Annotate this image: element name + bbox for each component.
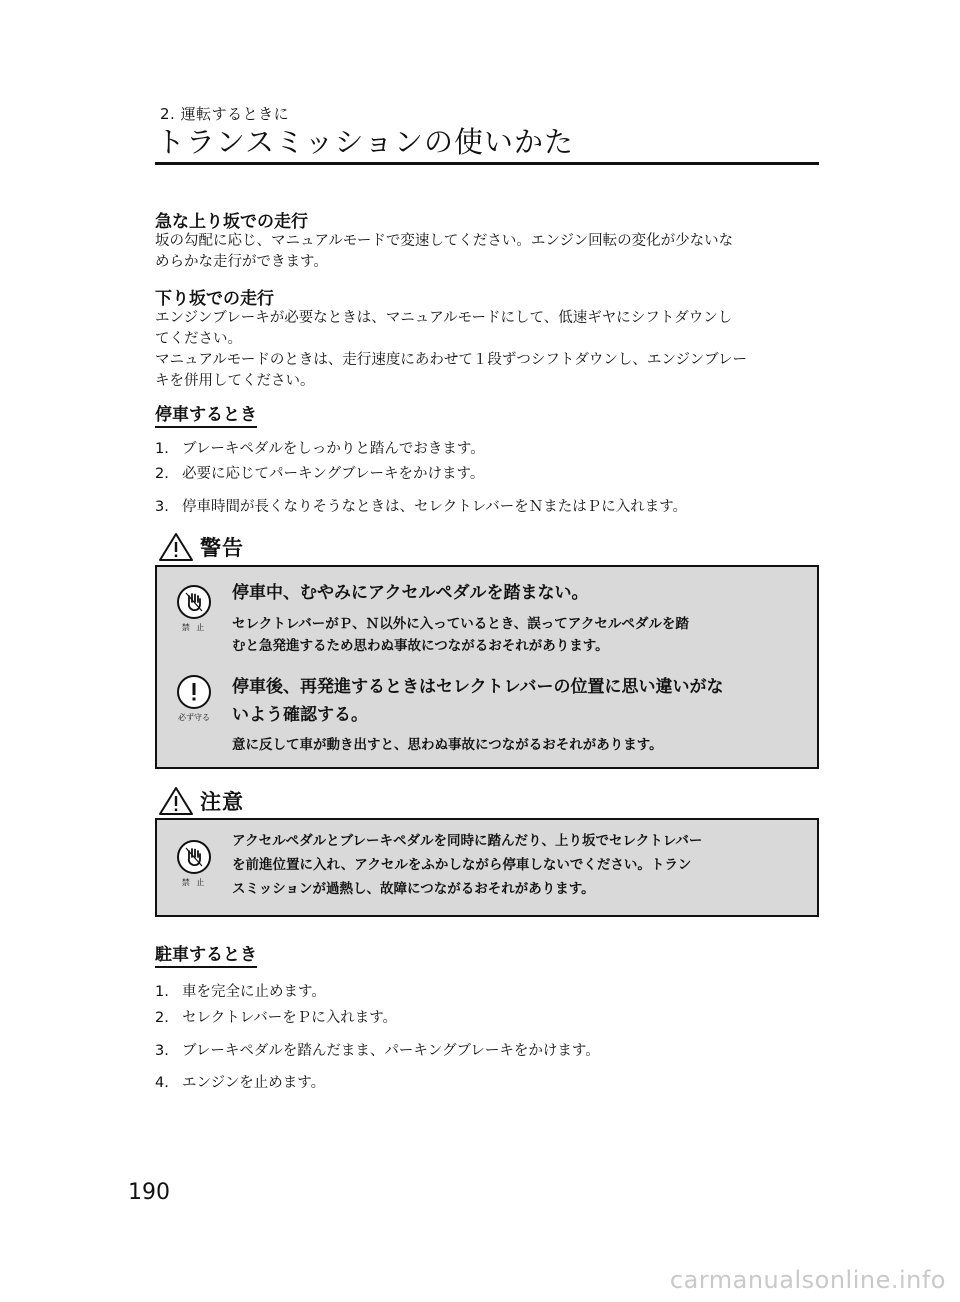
- warning-header: [158, 532, 244, 562]
- list-item: [155, 980, 326, 1001]
- text-line: 坂の勾配に応じ、マニュアルモードで変速してください。エンジン回転の変化が少ないな: [155, 233, 734, 249]
- list-number: 1.: [155, 441, 169, 457]
- text-line: アクセルペダルとブレーキペダルを同時に踏んだり、上り坂でセレクトレバー: [232, 833, 703, 849]
- list-number: 2.: [155, 1010, 169, 1026]
- section-label: 2. 運転するときに: [160, 105, 290, 123]
- list-item: [155, 495, 687, 516]
- text-line: 停車中、むやみにアクセルペダルを踏まない。: [232, 583, 589, 603]
- text-line: マニュアルモードのときは、走行速度にあわせて１段ずつシフトダウンし、エンジンブレー: [155, 352, 748, 368]
- list-item: [155, 1006, 397, 1027]
- icon-caption: 禁 止: [181, 623, 207, 632]
- warning-title: [232, 673, 723, 729]
- list-number: 1.: [155, 984, 169, 1000]
- prohibition-hand-icon: [177, 585, 211, 619]
- downhill-heading: 下り坂での走行: [155, 289, 274, 309]
- mandatory-icon-group: [171, 675, 217, 723]
- text-line: いよう確認する。: [232, 705, 368, 725]
- warning-body: [232, 613, 689, 657]
- prohibition-icon-group: [171, 585, 217, 633]
- title-rule: [155, 162, 819, 165]
- warning-label: 警告: [200, 536, 244, 560]
- text-line: スミッションが過熱し、故障につながるおそれがあります。: [232, 881, 595, 897]
- steep-uphill-heading: 急な上り坂での走行: [155, 212, 308, 232]
- caution-triangle-icon: [158, 786, 194, 816]
- list-item: [155, 1071, 325, 1092]
- icon-caption: 必ず守る: [178, 713, 210, 722]
- caution-body: [232, 829, 702, 901]
- page-number: 190: [128, 1180, 170, 1205]
- prohibition-hand-icon: [177, 840, 211, 874]
- icon-caption: 禁 止: [181, 878, 207, 887]
- steep-uphill-text: [155, 231, 820, 273]
- list-text: 車を完全に止めます。: [182, 984, 326, 1000]
- text-line: 意に反して車が動き出すと、思わぬ事故につながるおそれがあります。: [232, 737, 663, 753]
- text-line: エンジンブレーキが必要なときは、マニュアルモードにして、低速ギヤにシフトダウンし: [155, 310, 733, 326]
- caution-header: [158, 786, 244, 816]
- list-number: 3.: [155, 499, 169, 515]
- list-text: ブレーキペダルをしっかりと踏んでおきます。: [182, 441, 485, 457]
- list-number: 2.: [155, 466, 169, 482]
- prohibition-icon-group: [171, 840, 217, 888]
- page-title: トランスミッションの使いかた: [156, 125, 574, 159]
- text-line: むと急発進するため思わぬ事故につながるおそれがあります。: [232, 638, 609, 654]
- text-line: てください。: [155, 331, 242, 347]
- list-text: 必要に応じてパーキングブレーキをかけます。: [182, 466, 485, 482]
- text-line: めらかな走行ができます。: [155, 254, 328, 270]
- list-item: [155, 437, 485, 458]
- list-number: 4.: [155, 1075, 169, 1091]
- list-text: セレクトレバーをＰに入れます。: [182, 1010, 398, 1026]
- list-item: [155, 1039, 600, 1060]
- warning-box: [155, 565, 819, 769]
- text-line: セレクトレバーがＰ、Ｎ以外に入っているとき、誤ってアクセルペダルを踏: [232, 616, 689, 632]
- list-text: エンジンを止めます。: [182, 1075, 326, 1091]
- list-text: ブレーキペダルを踏んだまま、パーキングブレーキをかけます。: [182, 1043, 600, 1059]
- list-text: 停車時間が長くなりそうなときは、セレクトレバーをＮまたはＰに入れます。: [182, 499, 688, 515]
- caution-label: 注意: [200, 790, 244, 814]
- exclamation-icon: [177, 675, 211, 709]
- caution-box: [155, 818, 819, 917]
- text-line: を前進位置に入れ、アクセルをふかしながら停車しないでください。トラン: [232, 857, 692, 873]
- list-item: [155, 462, 484, 483]
- downhill-text: [155, 308, 820, 392]
- parking-heading: 駐車するとき: [155, 940, 257, 968]
- watermark: carmanualsonline.info: [669, 1266, 946, 1294]
- text-line: 停車後、再発進するときはセレクトレバーの位置に思い違いがな: [232, 677, 724, 697]
- warning-body: [232, 734, 663, 756]
- stopping-heading: 停車するとき: [155, 400, 257, 428]
- list-number: 3.: [155, 1043, 169, 1059]
- warning-title: [232, 579, 589, 607]
- text-line: キを併用してください。: [155, 373, 315, 389]
- warning-triangle-icon: [158, 532, 194, 562]
